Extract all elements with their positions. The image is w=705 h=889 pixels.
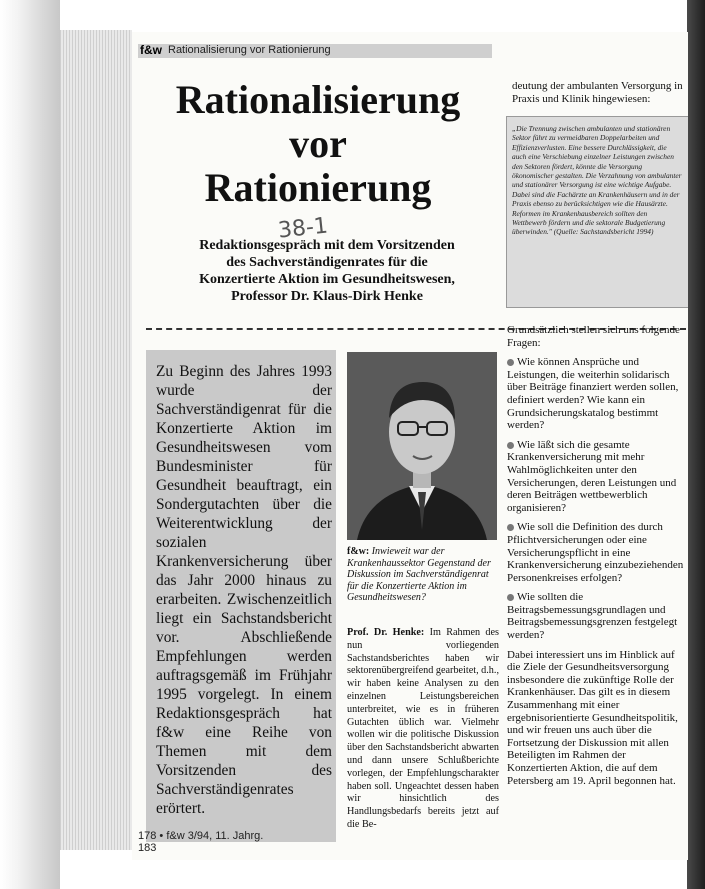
title-line-1: Rationalisierung xyxy=(175,77,461,122)
subtitle-line-1: Redaktionsgespräch mit dem Vorsitzenden xyxy=(199,238,455,253)
closing-paragraph: Dabei interessiert uns im Hinblick auf die Ziele der Gesundheitsversorgung insbesondere die zukünftige Rolle der Krankenhäuser. Das gilt es in diesem Zusammenhang mit einer ergebnisorientierte Gesundheitspolitik, und wir freuen uns auch über die Fortsetzung der Diskussion mit allen Beteiligten im Rahmen der Konzertierten Aktion, die auf dem Petersberg am 19. April begonnen hat. xyxy=(507,648,678,787)
questions-intro: Grundsätzlich stellen sich uns folgende Fragen: xyxy=(507,324,680,349)
bullet-icon xyxy=(507,594,514,601)
portrait-illustration xyxy=(347,352,497,540)
book-edge-right xyxy=(687,0,705,889)
footer-extra-number: 183 xyxy=(138,842,157,854)
running-header-text: Rationalisierung vor Rationierung xyxy=(168,44,331,56)
subtitle-line-4: Professor Dr. Klaus-Dirk Henke xyxy=(231,289,423,304)
page-footer xyxy=(138,830,263,854)
portrait-photo xyxy=(347,352,497,540)
subtitle-line-3: Konzertierte Aktion im Gesundheitswesen, xyxy=(199,272,455,287)
footer-page-number: 178 • f&w 3/94, 11. Jahrg. xyxy=(138,830,264,842)
subtitle-line-2: des Sachverständigenrates für die xyxy=(226,255,428,270)
article-subtitle xyxy=(172,237,482,305)
title-line-3: Rationierung xyxy=(204,165,432,210)
right-column-top-text: deutung der ambulanten Versorgung in Praxis und Klinik hingewiesen: xyxy=(512,80,683,105)
title-line-2: vor xyxy=(289,121,347,166)
bullet-icon xyxy=(507,359,514,366)
book-edge-left xyxy=(0,0,60,889)
photo-caption xyxy=(347,546,499,604)
article-title xyxy=(152,78,484,210)
speaker-label: Prof. Dr. Henke: xyxy=(347,627,425,638)
question-bullet-2: Wie läßt sich die gesamte Krankenversicherung mit mehr Wahlmöglichkeiten unter den Versicherungen, deren Leistungen und deren Beiträgen wettbewerblich organisieren? xyxy=(507,438,677,514)
caption-label: f&w: xyxy=(347,546,370,557)
question-bullet-4: Wie sollten die Beitragsbemessungsgrundlagen und Beitragsbemessungsgrenzen festgelegt werden? xyxy=(507,591,678,642)
middle-column-body: Im Rahmen des nun vorliegenden Sachstandsberichtes haben wir sektorenübergreifend gearbeitet, d.h., wir haben keine Analysen zu den einzelnen Leistungsbereichen unterbreitet, wie es in früheren Gutachten üblich war. Vielmehr wollen wir die politische Diskussion über den Sachstandsbericht abwarten und dann unsere Schlußberichte vorlegen, der Empfehlungscharakter haben soll. Ungeachtet dessen haben wir hinsichtlich des Handlungsbedarfs bereits jetzt auf die Be- xyxy=(347,627,499,830)
bullet-icon xyxy=(507,524,514,531)
caption-question: Inwieweit war der Krankenhaussektor Gegenstand der Diskussion im Sachverständigenrat für die Konzertierte Aktion im Gesundheitswesen? xyxy=(347,546,491,603)
question-bullet-1: Wie können Ansprüche und Leistungen, die weiterhin solidarisch über Beiträge finanziert werden sollen, definiert werden? Wie kann ein Grundsicherungskatalog bestimmt werden? xyxy=(507,356,679,432)
page-stack-edge xyxy=(60,30,132,850)
handwritten-note: 38-1 xyxy=(276,213,330,244)
magazine-page xyxy=(132,32,688,860)
bullet-icon xyxy=(507,442,514,449)
magazine-logo: f&w xyxy=(140,43,162,57)
question-bullet-3: Wie soll die Definition des durch Pflichtversicherungen oder eine Versicherungspflicht in eine Krankenversicherung einzubeziehenden Personenkreises erfolgen? xyxy=(507,521,684,584)
intro-text: Zu Beginn des Jahres 1993 wurde der Sachverständigenrat für die Konzertierte Aktion im Gesundheitswesen vom Bundesminister für Gesundheit beauftragt, ein Sondergutachten über die Weiterentwicklung der sozialen Krankenversicherung über das Jahr 2000 hinaus zu erarbeiten. Zwischenzeitlich liegt ein Sachstandsbericht vor. Abschließende Empfehlungen werden auftragsgemäß im Frühjahr 1995 vorgelegt. In einem Redaktionsgespräch hat f&w eine Reihe von Themen mit dem Vorsitzenden des Sachverständigenrates erörtert. xyxy=(156,363,332,817)
middle-column-text xyxy=(347,627,499,832)
right-column xyxy=(507,324,687,794)
quote-text: „Die Trennung zwischen ambulanten und stationären Sektor führt zu vermeidbaren Doppelarbeiten und Effizienzverlusten. Eine bessere Durchlässigkeit, die auch eine Verschiebung einzelner Leistungen zwischen den Sektoren fördert, könnte die Versorgung ökonomischer gestalten. Die Verzahnung von ambulanter und stationärer Versorgung ist eine wichtige Aufgabe. Dabei sind die Fachärzte an Krankenhäusern und in der Praxis ebenso zu berücksichtigen wie die Hausärzte. Reformen im Krankenhausbereich sollten den Wettbewerb fördern und die sektorale Budgetierung überwinden." (Quelle: Sachstandsbericht 1994) xyxy=(512,124,682,237)
